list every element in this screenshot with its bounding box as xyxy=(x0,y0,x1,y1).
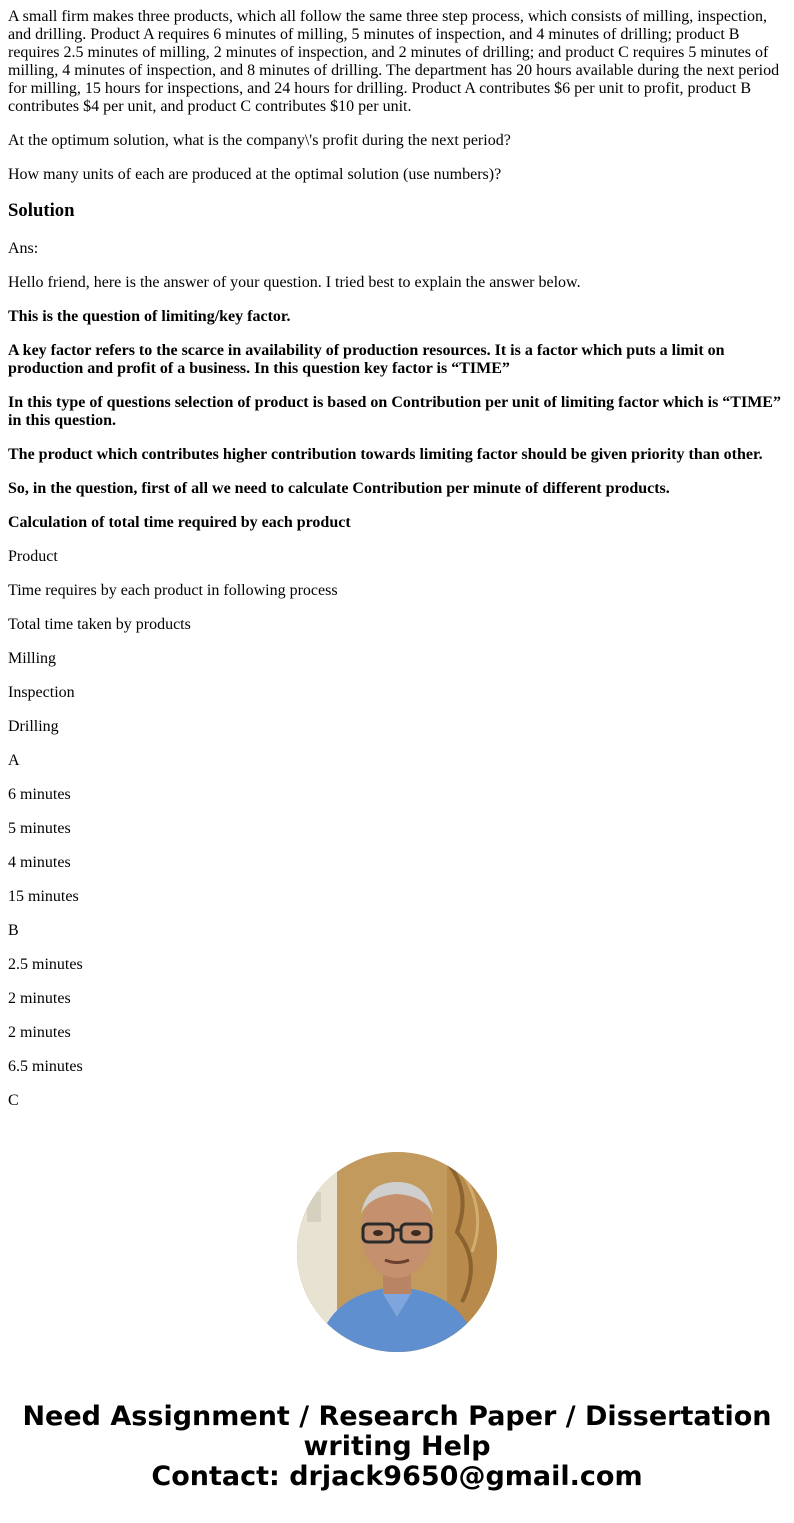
avatar-portrait-icon xyxy=(297,1152,497,1352)
table-cell: B xyxy=(8,922,19,939)
table-cell: Inspection xyxy=(8,684,75,701)
table-cell: Milling xyxy=(8,650,57,667)
table-cell: Product xyxy=(8,548,58,565)
solution-heading: Solution xyxy=(8,200,75,221)
ad-contact-line: Contact: drjack9650@gmail.com xyxy=(151,1461,643,1492)
table-cell: 2 minutes xyxy=(8,1024,71,1041)
question-units: How many units of each are produced at the optimal solution (use numbers)? xyxy=(8,166,502,183)
calculation-heading: Calculation of total time required by each product xyxy=(8,514,351,531)
table-cell: 15 minutes xyxy=(8,888,79,905)
table-cell: Drilling xyxy=(8,718,59,735)
question-profit: At the optimum solution, what is the company\'s profit during the next period? xyxy=(8,132,511,149)
table-cell: 4 minutes xyxy=(8,854,71,871)
key-factor-definition: A key factor refers to the scarce in availability of production resources. It is a factor which puts a limit on production and profit of a business. In this question key factor is “TIME” xyxy=(8,342,725,377)
contact-text xyxy=(0,1402,794,1492)
first-step: So, in the question, first of all we need to calculate Contribution per minute of different products. xyxy=(8,480,670,497)
selection-basis: In this type of questions selection of product is based on Contribution per unit of limiting factor which is “TIME” in this question. xyxy=(8,394,781,429)
help-advertisement xyxy=(0,1152,794,1492)
table-cell: A xyxy=(8,752,20,769)
priority-rule: The product which contributes higher contribution towards limiting factor should be given priority than other. xyxy=(8,446,763,463)
avatar xyxy=(297,1152,497,1352)
table-cell: 6 minutes xyxy=(8,786,71,803)
table-cell: 2.5 minutes xyxy=(8,956,83,973)
table-cell: Time requires by each product in following process xyxy=(8,582,338,599)
question-paragraph: A small firm makes three products, which all follow the same three step process, which consists of milling, inspection, and drilling. Product A requires 6 minutes of milling, 5 minutes of inspection, and 4 minutes of drilling; product B requires 2.5 minutes of milling, 2 minutes of inspection, and 2 minutes of drilling; and product C requires 5 minutes of milling, 4 minutes of inspection, and 8 minutes of drilling. The department has 20 hours available during the next period for milling, 15 hours for inspections, and 24 hours for drilling. Product A contributes $6 per unit to profit, product B contributes $4 per unit, and product C contributes $10 per unit. xyxy=(8,8,780,115)
key-factor-statement: This is the question of limiting/key factor. xyxy=(8,308,291,325)
table-cell: 6.5 minutes xyxy=(8,1058,83,1075)
table-cell: C xyxy=(8,1092,19,1109)
table-cell: 2 minutes xyxy=(8,990,71,1007)
ad-line-2: writing Help xyxy=(303,1431,491,1462)
answer-intro: Hello friend, here is the answer of your question. I tried best to explain the answer below. xyxy=(8,274,581,291)
ad-line-1: Need Assignment / Research Paper / Dissertation xyxy=(22,1401,772,1432)
table-cell: Total time taken by products xyxy=(8,616,191,633)
table-cell: 5 minutes xyxy=(8,820,71,837)
answer-label: Ans: xyxy=(8,240,39,257)
